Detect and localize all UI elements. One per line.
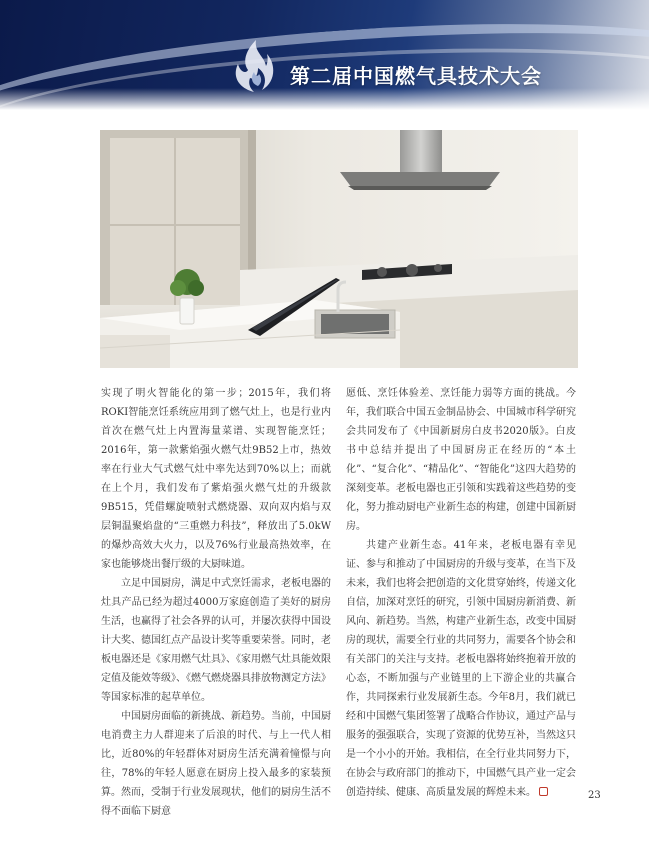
kitchen-photo <box>100 130 578 368</box>
paragraph: 实现了明火智能化的第一步；2015年，我们将ROKI智能烹饪系统应用到了燃气灶上，也是行业内首次在燃气灶上内置海量菜谱、实现智能烹饪；2016年，第一款紫焰强火燃气灶9B52上市，热效率在行业大气式燃气灶中率先达到70%以上；而就在上个月，我们发布了紫焰强火燃气灶的升级款9B515，凭借螺旋喷射式燃烧器、双向双内焰与双层铜温聚焰盘的“三重燃力科技”，释放出了5.0kW的爆炒高效大火力，以及76%行业最高热效率，在家也能够烧出餐厅级的大厨味道。 <box>101 388 331 570</box>
banner-fade <box>0 88 649 110</box>
article-column-left <box>101 384 331 821</box>
end-mark-icon <box>539 787 548 796</box>
paragraph: 立足中国厨房，满足中式烹饪需求，老板电器的灶具产品已经为超过4000万家庭创造了美好的厨房生活，也赢得了社会各界的认可，并屡次获得中国设计大奖、德国红点产品设计奖等重要荣誉。同时，老板电器还是《家用燃气灶具》、《家用燃气灶具能效限定值及能效等级》、《燃气燃烧器具排放物测定方法》等国家标准的起草单位。 <box>101 578 331 703</box>
article-column-right <box>346 384 576 802</box>
page-number: 23 <box>588 790 601 801</box>
flame-logo-icon <box>228 36 280 94</box>
paragraph-text: 共建产业新生态。41年来，老板电器有幸见证、参与和推动了中国厨房的升级与变革，在当下及未来，我们也将会把创造的文化贯穿始终，传递文化自信，加深对烹饪的研究，引领中国厨房新消费、新风向、新趋势。当然，构建产业新生态，改变中国厨房的现状，需要全行业的共同努力，需要各个协会和有关部门的关注与支持。老板电器将始终抱着开放的心态，不断加强与产业链里的上下游企业的共赢合作，共同探索行业发展新生态。今年8月，我们就已经和中国燃气集团签署了战略合作协议，通过产品与服务的强强联合，实现了资源的优势互补，当然这只是一个小小的开始。我相信，在全行业共同努力下，在协会与政府部门的推动下，中国燃气具产业一定会创造持续、健康、高质量发展的辉煌未来。 <box>346 540 576 798</box>
paragraph: 愿低、烹饪体验差、烹饪能力弱等方面的挑战。今年，我们联合中国五金制品协会、中国城市科学研究会共同发布了《中国新厨房白皮书2020版》。白皮书中总结并提出了中国厨房正在经历的“本土化”、“复合化”、“精品化”、“智能化”这四大趋势的深刻变革。老板电器也正引领和实践着这些趋势的变化，努力推动厨电产业新生态的构建，创建中国新厨房。 <box>346 388 576 532</box>
header-banner <box>0 0 649 110</box>
paragraph-final <box>346 536 576 802</box>
paragraph: 中国厨房面临的新挑战、新趋势。当前，中国厨电消费主力人群迎来了后浪的时代、与上一代人相比，近80%的年轻群体对厨房生活充满着憧憬与向往，78%的年轻人愿意在厨房上投入最多的家装预算。然而，受制于行业发展现状，他们的厨房生活不得不面临下厨意 <box>101 711 331 817</box>
conference-title: 第二届中国燃气具技术大会 <box>290 64 542 88</box>
